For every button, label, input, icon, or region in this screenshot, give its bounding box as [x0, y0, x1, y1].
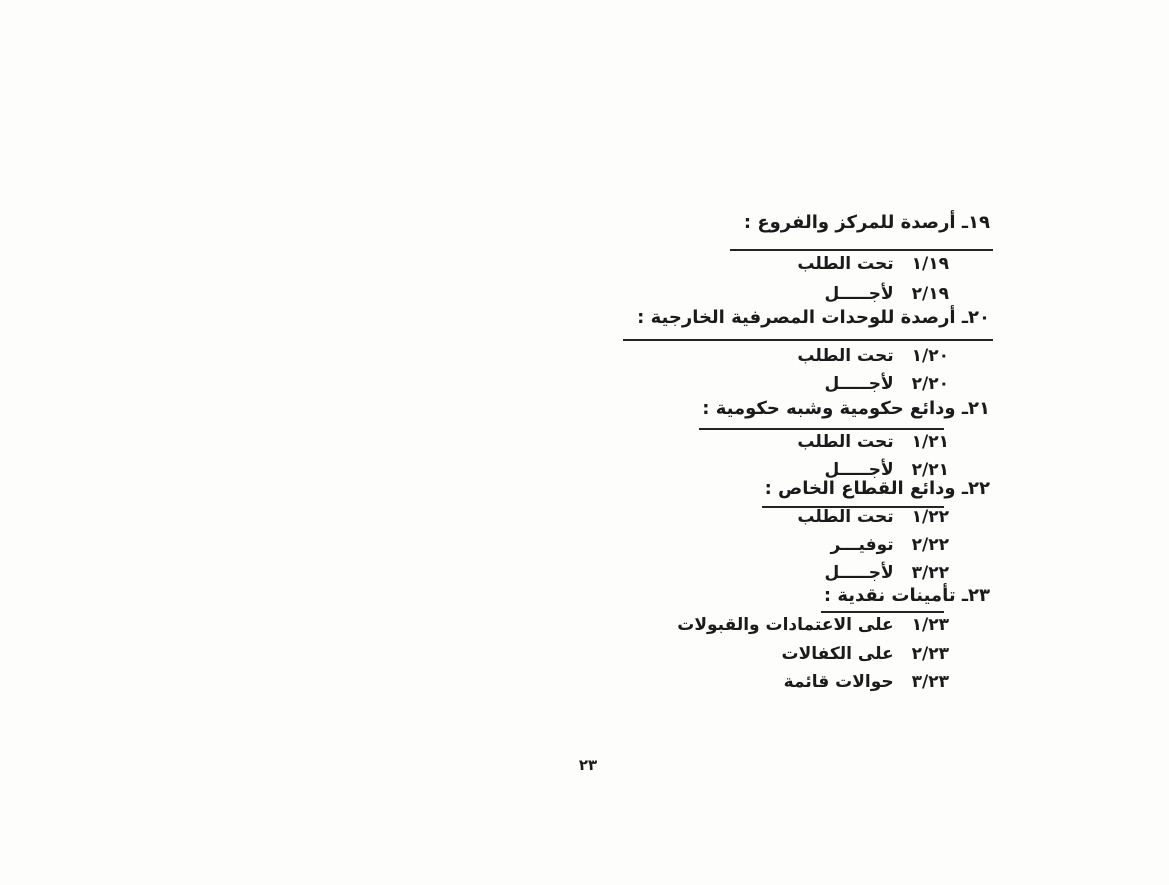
section-heading-text: ٢٢ـ ودائع القطاع الخاص : — [764, 478, 990, 499]
item-label: تحت الطلب — [797, 254, 894, 274]
item-label: حوالات قائمة — [783, 672, 894, 692]
item-label: لأجـــــل — [824, 563, 894, 583]
page-number: ٢٣ — [578, 756, 598, 774]
ledger-row — [677, 613, 949, 637]
section-heading-text: ٢٠ـ أرصدة للوحدات المصرفية الخارجية : — [637, 307, 990, 328]
item-label: تحت الطلب — [797, 432, 894, 452]
item-code: ٢/١٩ — [911, 284, 949, 304]
section-heading — [765, 477, 990, 501]
section-heading-text: ٢١ـ ودائع حكومية وشبه حكومية : — [702, 398, 990, 419]
ledger-row — [825, 372, 949, 396]
ledger-row — [797, 430, 949, 454]
item-code: ١/٢٠ — [911, 346, 949, 366]
item-code: ١/١٩ — [911, 254, 949, 274]
item-label: لأجـــــل — [824, 460, 894, 480]
ledger-row — [831, 533, 949, 557]
item-label: توفيـــر — [830, 535, 894, 555]
item-code: ١/٢٣ — [911, 615, 949, 635]
section-heading-text: ٢٣ـ تأمينات نقدية : — [823, 585, 990, 606]
item-code: ٣/٢٢ — [911, 563, 949, 583]
item-code: ٢/٢١ — [911, 460, 949, 480]
heading-underline — [623, 339, 993, 341]
item-label: تحت الطلب — [797, 507, 894, 527]
item-code: ٢/٢٣ — [911, 644, 949, 664]
ledger-row — [782, 642, 949, 666]
item-code: ٢/٢٠ — [911, 374, 949, 394]
ledger-row — [825, 561, 949, 585]
item-label: على الاعتمادات والقبولات — [677, 615, 894, 635]
item-label: لأجـــــل — [824, 374, 894, 394]
heading-underline — [730, 249, 993, 251]
item-code: ١/٢٢ — [911, 507, 949, 527]
section-heading — [637, 306, 990, 330]
item-code: ٢/٢٢ — [911, 535, 949, 555]
item-code: ٣/٢٣ — [911, 672, 949, 692]
section-heading — [824, 584, 990, 608]
item-label: لأجـــــل — [824, 284, 894, 304]
ledger-row — [797, 252, 949, 276]
item-label: تحت الطلب — [797, 346, 894, 366]
ledger-row — [825, 282, 949, 306]
ledger-row — [784, 670, 949, 694]
item-label: على الكفالات — [781, 644, 894, 664]
section-heading — [702, 397, 990, 421]
item-code: ١/٢١ — [911, 432, 949, 452]
ledger-row — [797, 505, 949, 529]
ledger-row — [797, 344, 949, 368]
section-heading-text: ١٩ـ أرصدة للمركز والفروع : — [743, 212, 990, 233]
section-heading — [744, 211, 990, 235]
